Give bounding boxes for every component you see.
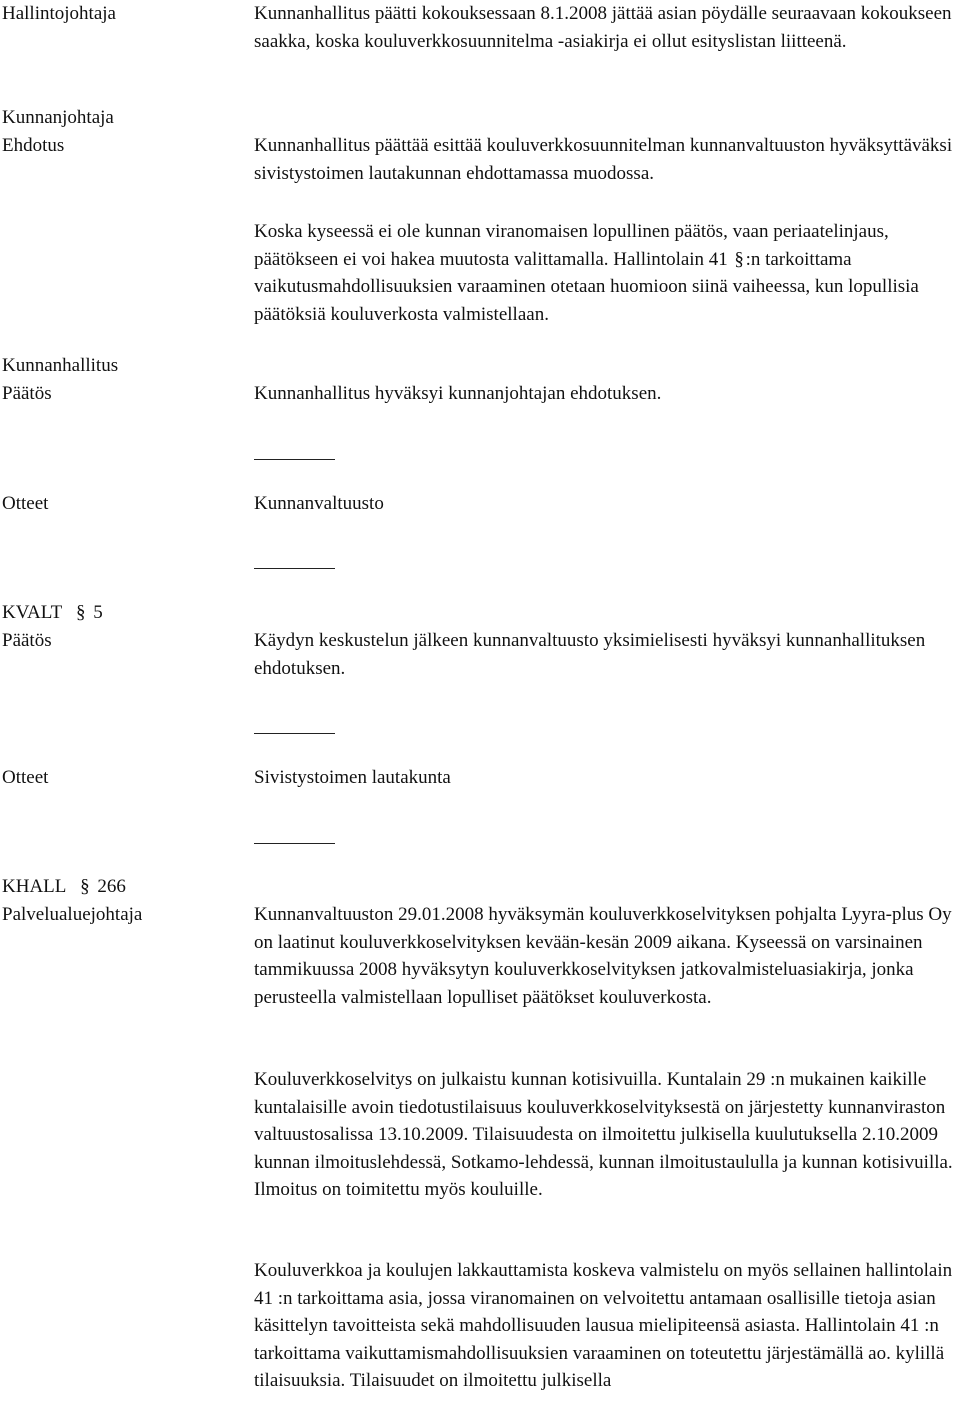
label-kunnanhallitus-paatos: Kunnanhallitus Päätös bbox=[2, 355, 119, 404]
kvalt-name: KVALT bbox=[2, 602, 63, 623]
paragraph-kh-paatos: Kunnanhallitus hyväksyi kunnanjohtajan ehdotuksen. bbox=[254, 383, 662, 404]
divider-line bbox=[254, 733, 335, 734]
section-sign: § bbox=[80, 876, 90, 897]
label-kvalt bbox=[2, 599, 238, 627]
khall-number: 266 bbox=[97, 876, 126, 897]
label-otteet: Otteet bbox=[2, 767, 49, 788]
label-otteet: Otteet bbox=[2, 493, 49, 514]
otteet-recipient: Sivistystoimen lautakunta bbox=[254, 767, 451, 788]
label-khall bbox=[2, 873, 238, 901]
otteet-recipient: Kunnanvaltuusto bbox=[254, 493, 384, 514]
paragraph-kvalt-paatos: Käydyn keskustelun jälkeen kunnanvaltuusto yksimielisesti hyväksyi kunnanhallituksen ehdotuksen. bbox=[254, 630, 926, 679]
paragraph-koska: Koska kyseessä ei ole kunnan viranomaisen lopullinen päätös, vaan periaatelinjaus, päätökseen ei voi hakea muutosta valittamalla. Hallintolain 41 §:n tarkoittama vaikutusmahdollisuuksien varaaminen otetaan huomioon siinä vaiheessa, kun lopullisia päätöksiä kouluverkosta valmistellaan. bbox=[254, 221, 919, 325]
paragraph-ehdotus: Kunnanhallitus päättää esittää kouluverkkosuunnitelman kunnanvaltuuston hyväksyttäväksi sivistystoimen lautakunnan ehdottamassa muodossa. bbox=[254, 135, 953, 184]
label-paatos: Päätös bbox=[2, 630, 52, 651]
section-sign: § bbox=[75, 602, 86, 623]
khall-name: KHALL bbox=[2, 876, 67, 897]
paragraph-julkaistu: Kouluverkkoselvitys on julkaistu kunnan kotisivuilla. Kuntalain 29 :n mukainen kaikille kuntalaisille avoin tiedotustilaisuus kouluverkkoselvityksestä on järjestetty kunnanviraston valtuustosalissa 13.10.2009. Tilaisuudesta on ilmoitettu julkisella kuulutuksella 2.10.2009 kunnan ilmoituslehdessä, Sotkamo-lehdessä, kunnan ilmoitustaululla ja kunnan kotisivuilla. Ilmoitus on toimitettu myös kouluille. bbox=[254, 1069, 953, 1201]
divider-line bbox=[254, 843, 335, 844]
paragraph-lakkauttamista: Kouluverkkoa ja koulujen lakkauttamista koskeva valmistelu on myös sellainen hallintolain 41 :n tarkoittama asia, jossa viranomainen on velvoitettu antamaan osallisille tietoja asian käsittelyn tavoitteista sekä mahdollisuuden lausua mielipiteensä asiasta. Hallintolain 41 :n tarkoittama vaikuttamismahdollisuuksien varaaminen on toteutettu järjestämällä ao. kylillä tilaisuuksia. Tilaisuudet on ilmoitettu julkisella bbox=[254, 1260, 953, 1392]
paragraph-kunnanvaltuuston: Kunnanvaltuuston 29.01.2008 hyväksymän kouluverkkoselvityksen pohjalta Lyyra-plus Oy on laatinut kouluverkkoselvityksen kevään-kesän 2009 aikana. Kyseessä on varsinainen tammikuussa 2008 hyväksytyn kouluverkkoselvityksen jatkovalmisteluasiakirja, jonka perusteella valmistellaan lopulliset päätökset kouluverkosta. bbox=[254, 904, 952, 1008]
label-hallintojohtaja: Hallintojohtaja bbox=[2, 3, 116, 24]
divider-line bbox=[254, 568, 335, 569]
kvalt-number: 5 bbox=[93, 602, 103, 623]
paragraph-poydalle: Kunnanhallitus päätti kokouksessaan 8.1.2008 jättää asian pöydälle seuraavaan kokoukseen saakka, koska kouluverkkosuunnitelma -asiakirja ei ollut esityslistan liitteenä. bbox=[254, 3, 952, 52]
section-sign: § bbox=[734, 248, 744, 270]
label-palvelualuejohtaja: Palvelualuejohtaja bbox=[2, 904, 143, 925]
label-kunnanjohtaja-ehdotus: Kunnanjohtaja Ehdotus bbox=[2, 107, 114, 156]
divider-line bbox=[254, 459, 335, 460]
